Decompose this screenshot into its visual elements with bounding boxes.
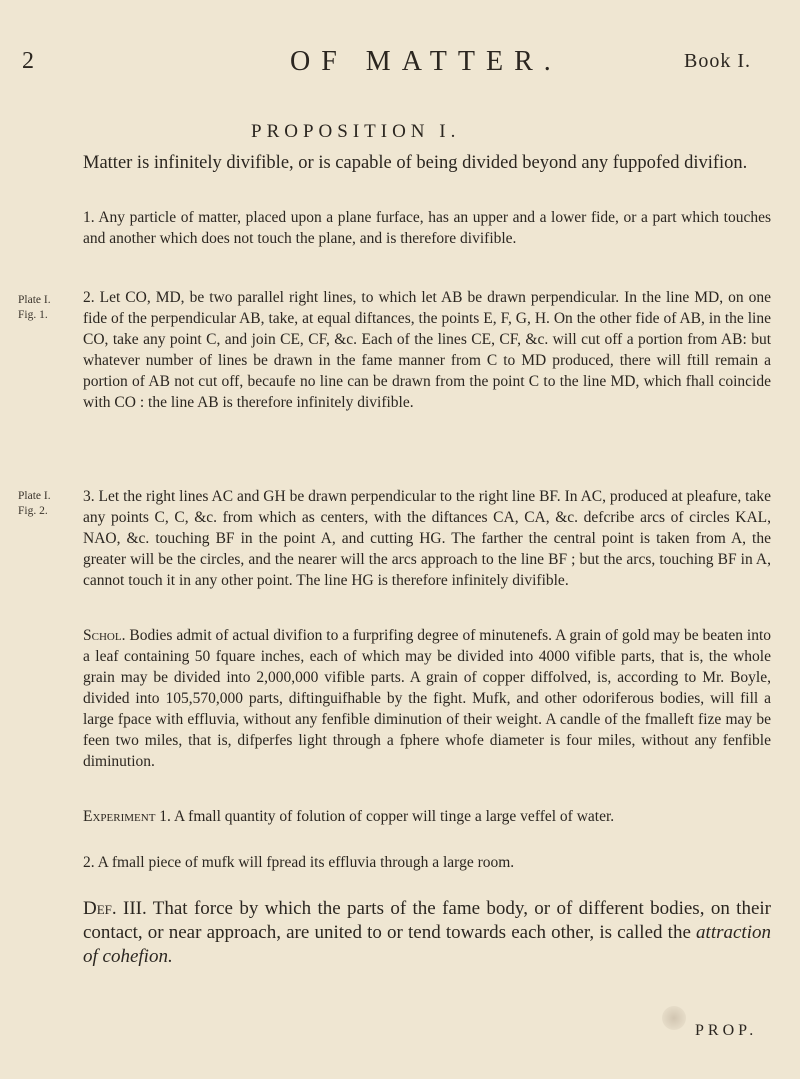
catchword: PROP.	[695, 1022, 758, 1039]
proposition-title: PROPOSITION I.	[251, 121, 461, 142]
paragraph-2: 2. Let CO, MD, be two parallel right lines, to which let AB be drawn perpendicular. In the line MD, on one fide of the perpendicular AB, take, at equal diftances, the points E, F, G, H. On the other fide of AB, in the line CO, take any point C, and join CE, CF, &c. Each of the lines CE, CF, &c. will cut off a portion from AB: but whatever number of lines be drawn in the fame manner from C to MD produced, there will ftill remain a portion of AB not cut off, becaufe no line can be drawn from the point C to the line MD, which fhall coincide with CO : the line AB is therefore infinitely divifible.	[83, 289, 771, 411]
margin-note-2	[18, 489, 51, 519]
scholium-text: Bodies admit of actual divifion to a furprifing degree of minutenefs. A grain of gold may be beaten into a leaf containing 50 fquare inches, each of which may be divided into 4000 vifible parts, that is, the whole grain may be divided into 2,000,000 vifible parts. A grain of copper diffolved, is, according to Mr. Boyle, divided into 105,570,000 parts, diftinguifhable by the fight. Mufk, and other odoriferous bodies, will fill a large fpace with effluvia, without any fenfible diminution of their weight. A candle of the fmalleft fize may be feen two miles, that is, difperfes light through a fphere whofe diameter is four miles, without any fenfible diminution.	[83, 627, 771, 770]
margin-plate: Plate I.	[18, 490, 51, 502]
margin-fig: Fig. 1.	[18, 309, 48, 321]
definition-term: attraction of cohefion.	[83, 922, 771, 967]
definition-label: Def. III.	[83, 898, 147, 919]
margin-plate: Plate I.	[18, 294, 51, 306]
definition-text: That force by which the parts of the fame body, or of different bodies, on their contact, or near approach, are united to or tend towards each other, is called the	[83, 898, 771, 943]
experiment-1	[83, 806, 771, 827]
page-number: 2	[22, 48, 34, 74]
definition-3	[83, 897, 771, 969]
margin-fig: Fig. 2.	[18, 505, 48, 517]
experiment-2: 2. A fmall piece of mufk will fpread its effluvia through a large room.	[83, 854, 515, 871]
scholium-label: Schol.	[83, 627, 126, 644]
scholium	[83, 625, 771, 772]
experiment-1-text: A fmall quantity of folution of copper will tinge a large veffel of water.	[173, 808, 615, 825]
proposition-statement: Matter is infinitely divifible, or is capable of being divided beyond any fuppofed divifion.	[83, 153, 748, 173]
running-head: OF MATTER.	[290, 46, 562, 77]
book-label: Book I.	[684, 50, 751, 72]
paragraph-1: 1. Any particle of matter, placed upon a plane furface, has an upper and a lower fide, or a part which touches and another which does not touch the plane, and is therefore divifible.	[83, 209, 771, 247]
experiment-label: Experiment 1.	[83, 808, 171, 825]
ink-smudge	[662, 1006, 686, 1030]
paragraph-3: 3. Let the right lines AC and GH be drawn perpendicular to the right line BF. In AC, produced at pleafure, take any points C, C, &c. from which as centers, with the diftances CA, CA, &c. defcribe arcs of circles KAL, NAO, &c. touching BF in the point A, and cutting HG. The farther the central point is taken from A, the greater will be the circles, and the nearer will the arcs approach to the line BF ; but the arcs, touching BF in A, cannot touch it in any other point. The line HG is therefore infinitely divifible.	[83, 488, 771, 589]
margin-note-1	[18, 293, 51, 323]
